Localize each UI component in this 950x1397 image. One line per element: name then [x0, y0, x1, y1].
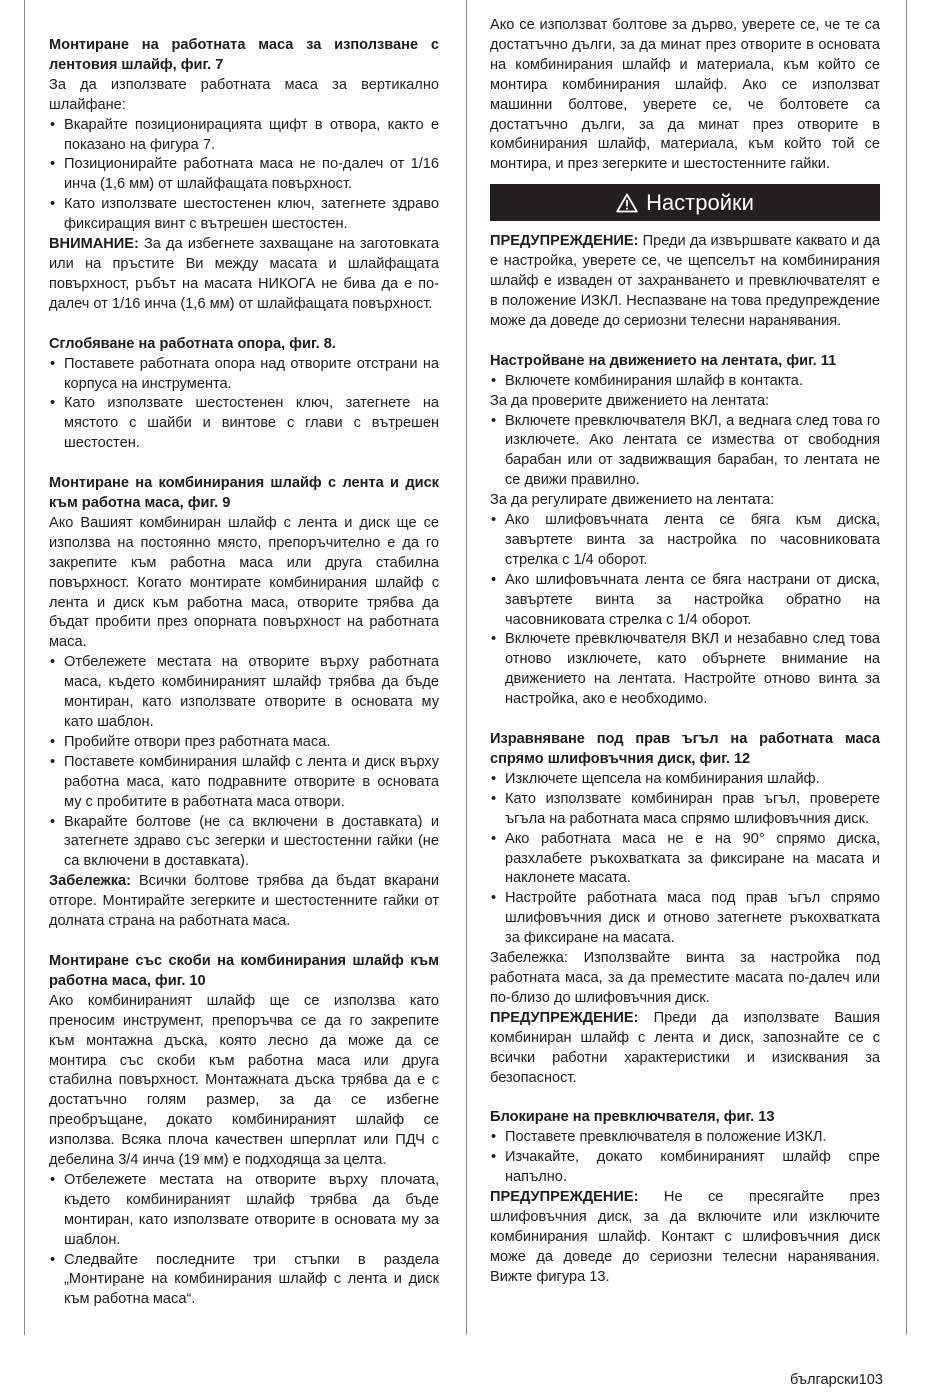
- bullet-list: [49, 653, 439, 872]
- list-item: • Като използвате шестостенен ключ, затегнете на мястото с шайби и винтове с глави с вътрешен шестостен.: [49, 394, 439, 454]
- right-column: [490, 16, 880, 1288]
- check-intro: За да проверите движението на лентата:: [490, 392, 770, 409]
- bullet-list: [490, 770, 880, 949]
- section-clamp-mounting: [49, 952, 439, 1310]
- section-heading: Монтиране със скоби на комбинирания шлайф към работна маса, фиг. 10: [49, 952, 439, 989]
- list-item: • Включете превключвателя ВКЛ, а веднага след това го изключете. Ако лентата се измества от свободния барабан или от задвижващия барабан, то лентата не се движи правилно.: [490, 412, 880, 492]
- bullet-list: [490, 511, 880, 710]
- section-switch-locking: [490, 1108, 880, 1287]
- list-item: • Изчакайте, докато комбинираният шлайф спре напълно.: [490, 1148, 880, 1188]
- list-item: • Като използвате шестостенен ключ, затегнете здраво фиксиращия винт с вътрешен шестостен.: [49, 195, 439, 235]
- list-item: • Поставете комбинирания шлайф с лента и диск върху работна маса, като подравните отворите в основата му с пробитите в работната маса отвори.: [49, 753, 439, 813]
- bullet-list: [49, 116, 439, 235]
- adjust-intro: За да регулирате движението на лентата:: [490, 492, 775, 509]
- list-item: • Като използвате комбиниран прав ъгъл, проверете ъгъла на работната маса спрямо шлифовъчния диск.: [490, 790, 880, 830]
- section-intro: За да използвате работната маса за вертикално шлайфане:: [49, 76, 439, 113]
- section-heading: Монтиране на комбинирания шлайф с лента и диск към работна маса, фиг. 9: [49, 475, 439, 512]
- note-label: Забележка:: [49, 873, 132, 890]
- column-divider: [466, 0, 467, 1335]
- section-work-table-mounting: [49, 36, 439, 315]
- bullet-list: [49, 355, 439, 455]
- section-bench-mounting: [49, 474, 439, 932]
- warning-text: Не се пресягайте през шлифовъчния диск, за да включите или изключите комбинирания шлайф. Контакт с шлифовъчния диск може да доведе до сериозни телесни наранявания. Вижте фигура 13.: [490, 1189, 880, 1285]
- list-item: • Включете комбинирания шлайф в контакта.: [490, 372, 880, 392]
- section-heading: Монтиране на работната маса за използване с лентовия шлайф, фиг. 7: [49, 37, 439, 73]
- warning-paragraph: [490, 1188, 880, 1288]
- bullet-list: [490, 1128, 880, 1188]
- list-item: • Ако шлифовъчната лента се бяга настрани от диска, завъртете винта за настройка обратно на часовниковата стрелка с 1/4 оборот.: [490, 571, 880, 631]
- page-number: 103: [858, 1372, 883, 1388]
- section-table-squaring: [490, 730, 880, 1088]
- section-intro: Ако Вашият комбиниран шлайф с лента и диск ще се използва на постоянно място, препоръчително е да го закрепите към работна маса или друга стабилна повърхност. Когато монтирате комбинирания шлайф с лента и диск към работна маса, отворите трябва да бъдат пробити през опорната повърхност на работната маса.: [49, 514, 439, 651]
- bullet-list: [490, 412, 880, 492]
- list-item: • Пробийте отвори през работната маса.: [49, 733, 439, 753]
- section-heading: Настройване на движението на лентата, фиг. 11: [490, 352, 837, 369]
- warning-text: Преди да използвате Вашия комбиниран шлайф с лента и диск, запознайте се с всички работни характеристики и изисквания за безопасност.: [490, 1009, 880, 1086]
- bolts-paragraph: Ако се използват болтове за дърво, уверете се, че те са достатъчно дълги, за да минат през отворите в основата на комбинирания шлайф и материала, към който се монтира комбинирания шлайф. Ако се използват машинни болтове, уверете се, че болтовете са достатъчно дълги, за да минат през отворите в комбинирания шлайф, материала, към който той се монтира, и през зегерките и шестостенните гайки.: [490, 17, 880, 173]
- note-text: Всички болтове трябва да бъдат вкарани отгоре. Монтирайте зегерките и шестостенните гайки от долната страна на работната маса.: [49, 873, 439, 930]
- list-item: • Изключете щепсела на комбинирания шлайф.: [490, 770, 880, 790]
- bullet-list: [490, 372, 880, 392]
- note: Забележка: Използвайте винта за настройка под работната маса, за да преместите масата по-далеч или по-близо до шлифовъчния диск.: [490, 950, 880, 1006]
- warning-text: Преди да извършвате каквато и да е настройка, уверете се, че щепселът на комбинирания шлайф е изваден от захранването и превключвателят е в положение ИЗКЛ. Неспазване на това предупреждение може да доведе до сериозни телесни наранявания.: [490, 233, 880, 329]
- list-item: • Позиционирайте работната маса не по-далеч от 1/16 инча (1,6 мм) от шлайфащата повърхност.: [49, 155, 439, 195]
- list-item: • Ако шлифовъчната лента се бяга към диска, завъртете винта за настройка по часовниковата стрелка с 1/4 оборот.: [490, 511, 880, 571]
- banner-title: Настройки: [646, 189, 754, 215]
- section-heading: Сглобяване на работната опора, фиг. 8.: [49, 335, 336, 352]
- section-belt-tracking: [490, 352, 880, 710]
- section-heading: Изравняване под прав ъгъл на работната маса спрямо шлифовъчния диск, фиг. 12: [490, 731, 880, 767]
- warning-paragraph: [490, 232, 880, 332]
- section-intro: Ако комбинираният шлайф ще се използва като преносим инструмент, препоръчва се да го закрепите към монтажна дъска, която лесно да може да се монтира със скоби към работна маса или друга стабилна повърхност. Монтажната дъска трябва да е с достатъчно голям размер, за да се избегне преобръщане, докато комбинираният шлайф се използва. Всяка плоча качествен шперплат или ПДЧ с дебелина 3/4 инча (19 мм) е подходяща за целта.: [49, 992, 439, 1169]
- bullet-list: [49, 1171, 439, 1310]
- list-item: • Следвайте последните три стъпки в раздела „Монтиране на комбинирания шлайф с лента и диск към работна маса“.: [49, 1251, 439, 1311]
- settings-banner: [490, 184, 880, 221]
- list-item: • Поставете превключвателя в положение ИЗКЛ.: [490, 1128, 880, 1148]
- note: [49, 872, 439, 932]
- section-heading: Блокиране на превключвателя, фиг. 13: [490, 1109, 775, 1126]
- warning-label: ПРЕДУПРЕЖДЕНИЕ:: [490, 233, 639, 250]
- caution-text: За да избегнете захващане на заготовката или на пръстите Ви между масата и шлайфащата повърхност, ръбът на масата НИКОГА не бива да е по-далеч от 1/16 инча (1,6 мм) от шлайфащата повърхност.: [49, 236, 439, 312]
- caution-label: ВНИМАНИЕ:: [49, 236, 139, 253]
- list-item: • Вкарайте болтове (не са включени в доставката) и затегнете здраво със зегерки и шестостенни гайки (не са включени в доставката).: [49, 813, 439, 873]
- warning-triangle-icon: [616, 193, 638, 213]
- warning-label: ПРЕДУПРЕЖДЕНИЕ:: [490, 1189, 639, 1206]
- footer-language: български: [790, 1372, 859, 1388]
- list-item: • Отбележете местата на отворите върху работната маса, където комбинираният шлайф трябва да бъде монтиран, като използвате отворите в основата му като шаблон.: [49, 653, 439, 733]
- list-item: • Настройте работната маса под прав ъгъл спрямо шлифовъчния диск и отново затегнете ръкохватката за фиксиране на масата.: [490, 889, 880, 949]
- right-margin-rule: [906, 0, 907, 1335]
- list-item: • Ако работната маса не е на 90° спрямо диска, разхлабете ръкохватката за фиксиране на масата и наклонете масата.: [490, 830, 880, 890]
- left-margin-rule: [24, 0, 25, 1335]
- list-item: • Отбележете местата на отворите върху плочата, където комбинираният шлайф трябва да бъде монтиран, като използвате отворите в основата му за шаблон.: [49, 1171, 439, 1251]
- caution-note: [49, 235, 439, 315]
- left-column: [49, 16, 439, 1310]
- section-work-support-assembly: [49, 335, 439, 454]
- page-footer: [790, 1371, 883, 1391]
- warning-label: ПРЕДУПРЕЖДЕНИЕ:: [490, 1009, 639, 1026]
- warning-paragraph: [490, 1009, 880, 1089]
- list-item: • Поставете работната опора над отворите отстрани на корпуса на инструмента.: [49, 355, 439, 395]
- list-item: • Вкарайте позиционирацията щифт в отвора, както е показано на фигура 7.: [49, 116, 439, 156]
- list-item: • Включете превключвателя ВКЛ и незабавно след това отново изключете, като обърнете внимание на движението на лентата. Настройте отново винта за настройка, ако е необходимо.: [490, 630, 880, 710]
